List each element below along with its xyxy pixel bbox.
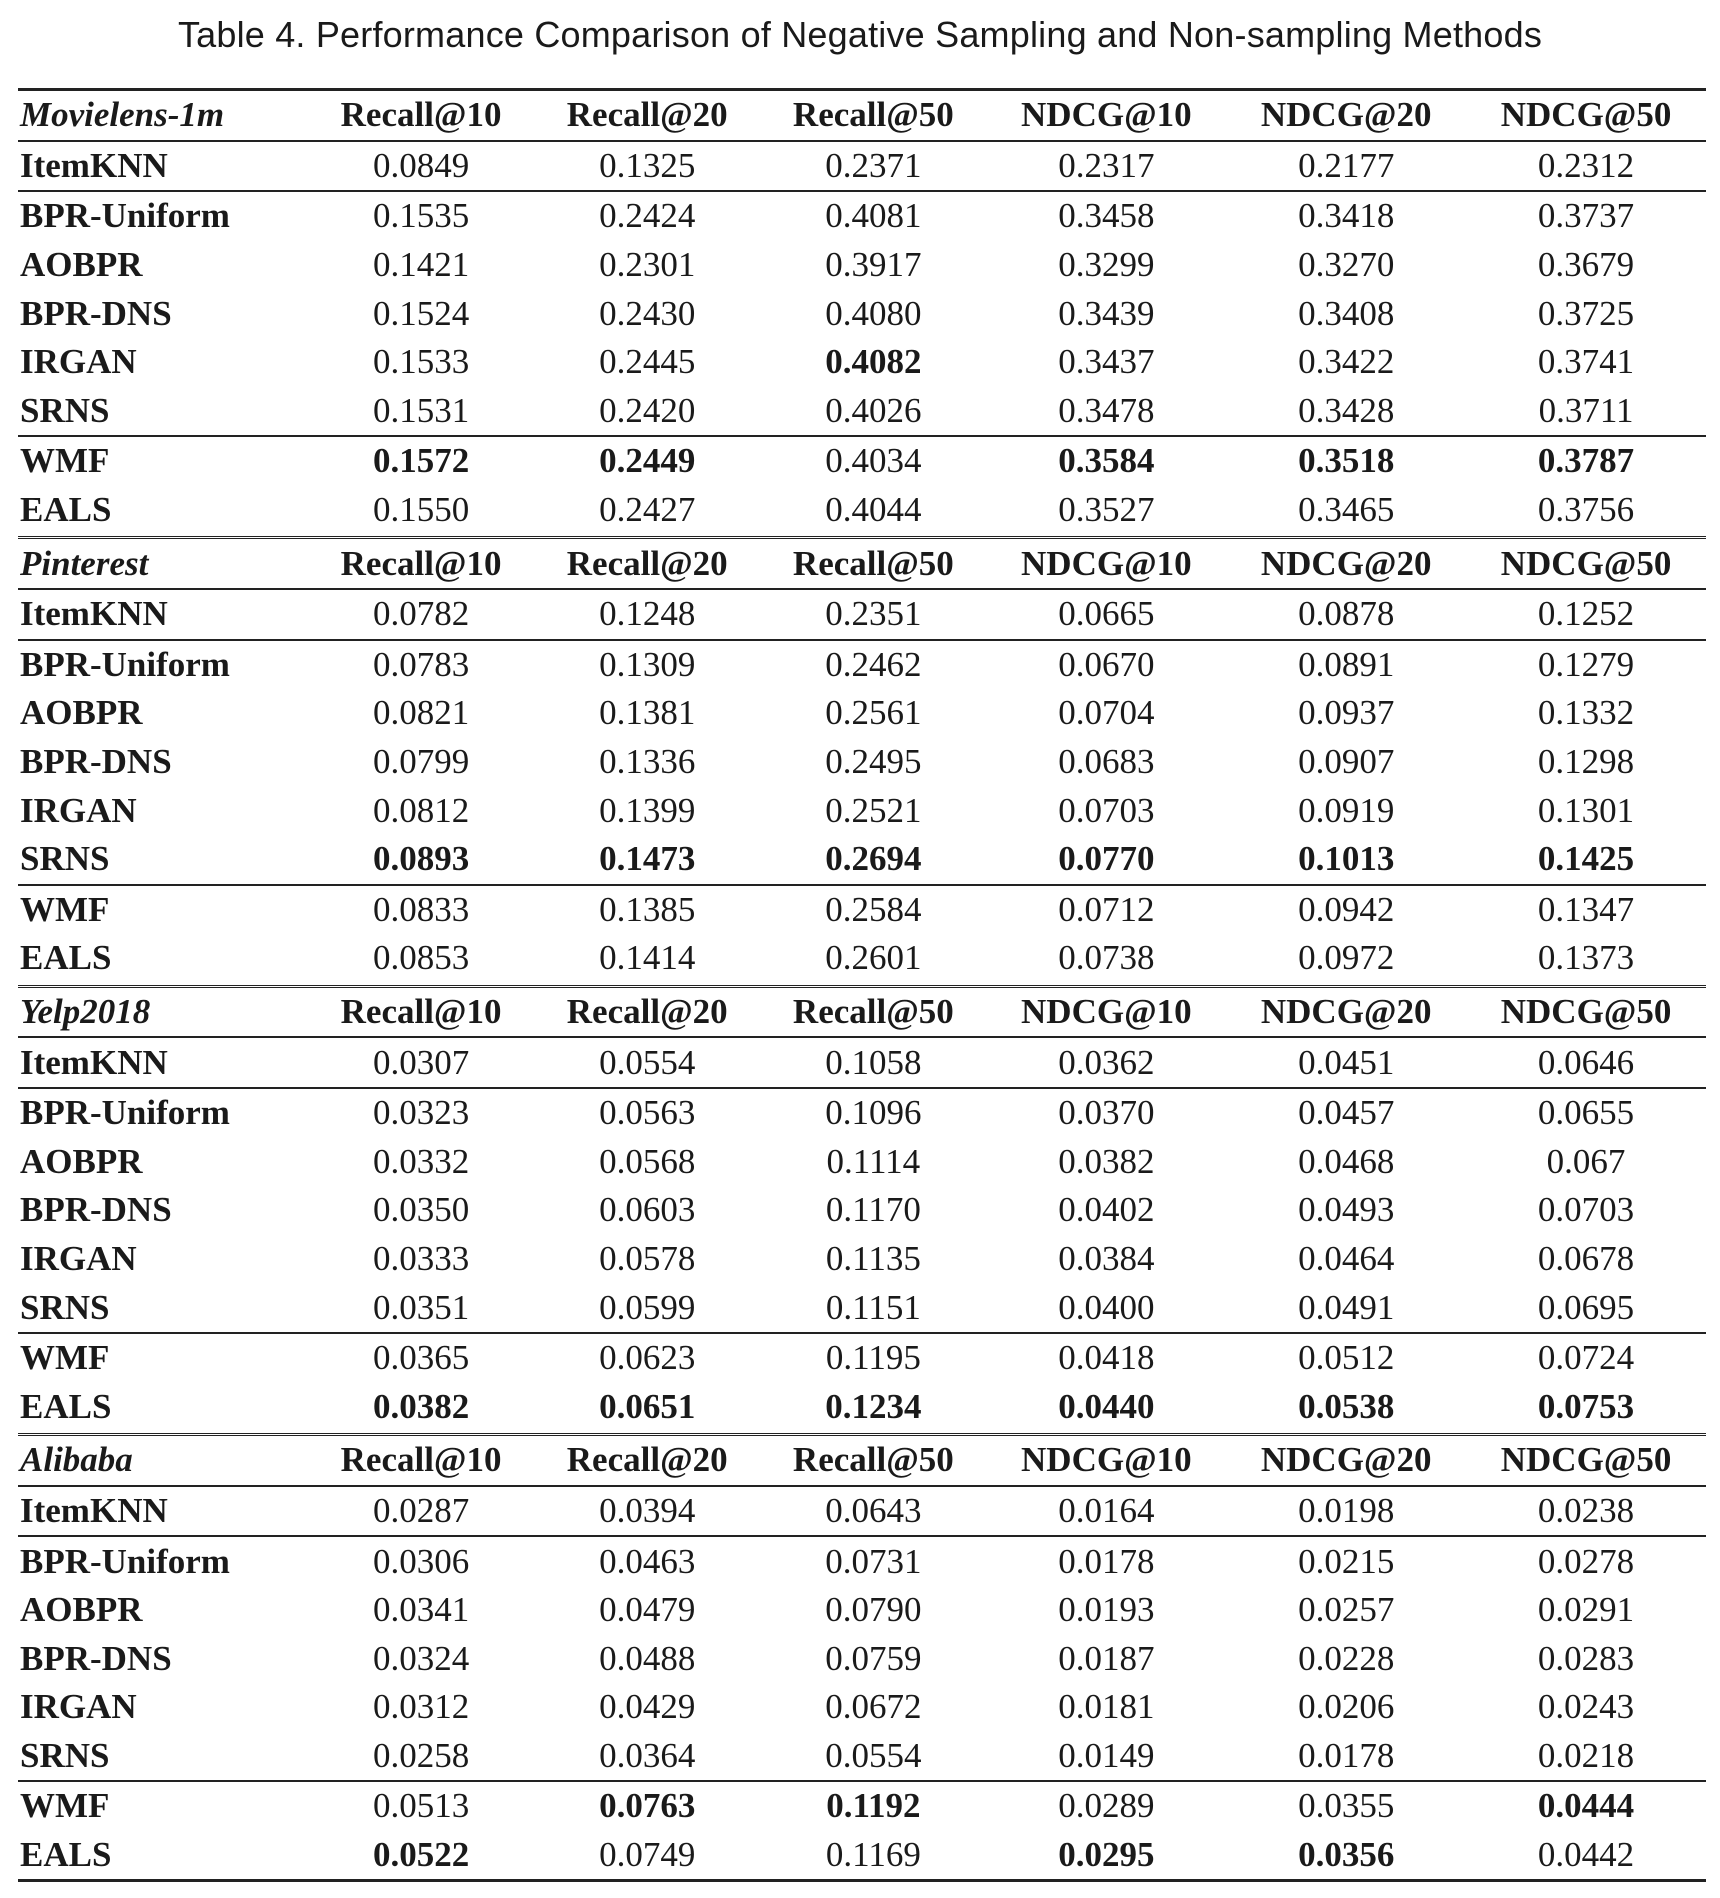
metric-value: 0.0382: [308, 1382, 534, 1434]
metric-value: 0.1524: [372, 293, 470, 333]
column-header: NDCG@50: [1466, 986, 1706, 1037]
metric-value: 0.0749: [534, 1831, 760, 1881]
metric-value: 0.1347: [1537, 889, 1635, 929]
metric-value: 0.0370: [1058, 1093, 1155, 1133]
metric-value: 0.1252: [1466, 589, 1706, 640]
metric-value: 0.1309: [599, 644, 696, 684]
metric-value: 0.0164: [986, 1486, 1226, 1537]
method-name: IRGAN: [20, 1687, 137, 1727]
table-row: [18, 1634, 1706, 1683]
metric-value: 0.0228: [1298, 1638, 1395, 1678]
method-name: ItemKNN: [18, 1486, 308, 1537]
method-name: EALS: [18, 1382, 308, 1434]
metric-value: 0.0479: [599, 1590, 696, 1630]
metric-value: 0.1195: [825, 1338, 921, 1378]
metric-value: 0.0599: [534, 1283, 760, 1333]
metric-value: 0.2584: [825, 889, 922, 929]
metric-value: 0.0198: [1226, 1486, 1466, 1537]
metric-value: 0.0429: [599, 1687, 696, 1727]
metric-value: 0.0683: [1058, 742, 1155, 782]
metric-value: 0.1550: [308, 486, 534, 538]
metric-value: 0.2351: [760, 589, 986, 640]
method-name: SRNS: [18, 1283, 308, 1333]
metric-value: 0.2694: [760, 835, 986, 885]
method-name: ItemKNN: [18, 589, 308, 640]
metric-value: 0.0678: [1537, 1238, 1635, 1278]
table-row: [18, 885, 1706, 935]
metric-value: 0.4082: [825, 342, 922, 382]
metric-value: 0.1279: [1537, 644, 1635, 684]
table-row: [18, 436, 1706, 486]
metric-value: 0.0538: [1226, 1382, 1466, 1434]
metric-value: 0.0878: [1226, 589, 1466, 640]
metric-value: 0.0790: [825, 1590, 922, 1630]
metric-value: 0.0712: [1058, 889, 1155, 929]
metric-value: 0.2601: [760, 934, 986, 986]
metric-value: 0.0731: [825, 1541, 922, 1581]
metric-value: 0.0833: [372, 889, 470, 929]
method-name: EALS: [18, 934, 308, 986]
metric-value: 0.1301: [1537, 790, 1635, 830]
metric-value: 0.1169: [760, 1831, 986, 1881]
metric-value: 0.4034: [825, 441, 922, 481]
metric-value: 0.0444: [1537, 1786, 1635, 1826]
metric-value: 0.3917: [825, 245, 922, 285]
metric-value: 0.0206: [1298, 1687, 1395, 1727]
method-name: WMF: [20, 889, 110, 929]
metric-value: 0.4026: [760, 387, 986, 437]
table-row: [18, 191, 1706, 241]
metric-value: 0.0442: [1466, 1831, 1706, 1881]
metric-value: 0.1013: [1226, 835, 1466, 885]
method-name: WMF: [20, 1338, 110, 1378]
metric-value: 0.1135: [825, 1238, 921, 1278]
metric-value: 0.0341: [372, 1590, 470, 1630]
metric-value: 0.0972: [1226, 934, 1466, 986]
metric-value: 0.0703: [1537, 1190, 1635, 1230]
metric-value: 0.0513: [372, 1786, 470, 1826]
metric-value: 0.0382: [1058, 1141, 1155, 1181]
dataset-name: Movielens-1m: [18, 90, 308, 141]
metric-value: 0.1572: [372, 441, 470, 481]
table-row: [18, 1283, 1706, 1333]
metric-value: 0.0283: [1537, 1638, 1635, 1678]
metric-value: 0.0563: [599, 1093, 696, 1133]
method-name: EALS: [18, 1831, 308, 1881]
results-table: [18, 88, 1706, 1882]
metric-value: 0.1425: [1466, 835, 1706, 885]
column-header: Recall@10: [308, 538, 534, 589]
column-header: Recall@50: [760, 986, 986, 1037]
table-row: [18, 689, 1706, 738]
column-header: Recall@20: [534, 986, 760, 1037]
metric-value: 0.0384: [1058, 1238, 1155, 1278]
metric-value: 0.3428: [1226, 387, 1466, 437]
metric-value: 0.0307: [308, 1037, 534, 1088]
metric-value: 0.0672: [825, 1687, 922, 1727]
table-row: [18, 1781, 1706, 1831]
metric-value: 0.0181: [1058, 1687, 1155, 1727]
table-row: [18, 1683, 1706, 1732]
metric-value: 0.0464: [1298, 1238, 1395, 1278]
column-header: Recall@50: [760, 538, 986, 589]
metric-value: 0.0665: [986, 589, 1226, 640]
metric-value: 0.2561: [825, 693, 922, 733]
metric-value: 0.3422: [1298, 342, 1395, 382]
metric-value: 0.0704: [1058, 693, 1155, 733]
method-name: IRGAN: [20, 790, 137, 830]
metric-value: 0.0623: [599, 1338, 696, 1378]
metric-value: 0.1332: [1537, 693, 1635, 733]
metric-value: 0.0849: [308, 141, 534, 192]
metric-value: 0.1535: [372, 196, 470, 236]
table-row: [18, 1382, 1706, 1434]
metric-value: 0.4080: [825, 293, 922, 333]
table-row: [18, 738, 1706, 787]
metric-value: 0.0306: [372, 1541, 470, 1581]
metric-value: 0.0799: [372, 742, 470, 782]
metric-value: 0.2462: [825, 644, 922, 684]
method-name: SRNS: [18, 387, 308, 437]
metric-value: 0.0457: [1298, 1093, 1395, 1133]
metric-value: 0.0770: [986, 835, 1226, 885]
column-header: NDCG@10: [986, 986, 1226, 1037]
metric-value: 0.2430: [599, 293, 696, 333]
table-row: [18, 241, 1706, 290]
column-header: NDCG@10: [986, 1435, 1226, 1486]
table-row: [18, 1186, 1706, 1235]
metric-value: 0.0937: [1298, 693, 1395, 733]
metric-value: 0.0821: [372, 693, 470, 733]
method-name: AOBPR: [20, 1590, 143, 1630]
column-header: NDCG@20: [1226, 90, 1466, 141]
metric-value: 0.0332: [372, 1141, 470, 1181]
metric-value: 0.067: [1546, 1141, 1626, 1181]
table-row: [18, 289, 1706, 338]
metric-value: 0.1414: [534, 934, 760, 986]
metric-value: 0.0324: [372, 1638, 470, 1678]
method-name: IRGAN: [20, 1238, 137, 1278]
metric-value: 0.0215: [1298, 1541, 1395, 1581]
metric-value: 0.0187: [1058, 1638, 1155, 1678]
column-header: Recall@50: [760, 90, 986, 141]
metric-value: 0.0893: [308, 835, 534, 885]
metric-value: 0.0646: [1466, 1037, 1706, 1088]
metric-value: 0.0238: [1466, 1486, 1706, 1537]
table-row: [18, 1486, 1706, 1537]
metric-value: 0.3741: [1537, 342, 1635, 382]
metric-value: 0.0418: [1058, 1338, 1155, 1378]
metric-value: 0.1192: [826, 1786, 921, 1826]
metric-value: 0.3787: [1537, 441, 1635, 481]
metric-value: 0.0243: [1537, 1687, 1635, 1727]
metric-value: 0.0655: [1537, 1093, 1635, 1133]
metric-value: 0.0738: [986, 934, 1226, 986]
metric-value: 0.0362: [986, 1037, 1226, 1088]
method-name: IRGAN: [20, 342, 137, 382]
metric-value: 0.3737: [1537, 196, 1635, 236]
metric-value: 0.0512: [1298, 1338, 1395, 1378]
metric-value: 0.0554: [760, 1732, 986, 1782]
metric-value: 0.0356: [1226, 1831, 1466, 1881]
table-row: [18, 141, 1706, 192]
metric-value: 0.3418: [1298, 196, 1395, 236]
metric-value: 0.0451: [1226, 1037, 1466, 1088]
method-name: EALS: [18, 486, 308, 538]
table-row: [18, 338, 1706, 387]
metric-value: 0.0287: [308, 1486, 534, 1537]
metric-value: 0.2449: [599, 441, 696, 481]
method-name: SRNS: [18, 1732, 308, 1782]
metric-value: 0.3711: [1466, 387, 1706, 437]
metric-value: 0.0468: [1298, 1141, 1395, 1181]
table-row: [18, 1088, 1706, 1138]
method-name: BPR-Uniform: [20, 1541, 230, 1581]
metric-value: 0.2317: [986, 141, 1226, 192]
column-header: NDCG@20: [1226, 1435, 1466, 1486]
section-header-row: [18, 538, 1706, 589]
metric-value: 0.1234: [760, 1382, 986, 1434]
table-row: [18, 1037, 1706, 1088]
metric-value: 0.0351: [308, 1283, 534, 1333]
column-header: NDCG@20: [1226, 986, 1466, 1037]
method-name: AOBPR: [20, 245, 143, 285]
method-name: WMF: [20, 441, 110, 481]
metric-value: 0.0759: [825, 1638, 922, 1678]
metric-value: 0.3465: [1226, 486, 1466, 538]
method-name: BPR-Uniform: [20, 1093, 230, 1133]
metric-value: 0.2495: [825, 742, 922, 782]
metric-value: 0.1114: [826, 1141, 921, 1181]
column-header: NDCG@50: [1466, 1435, 1706, 1486]
metric-value: 0.0891: [1298, 644, 1395, 684]
metric-value: 0.0365: [372, 1338, 470, 1378]
metric-value: 0.3527: [986, 486, 1226, 538]
metric-value: 0.2445: [599, 342, 696, 382]
metric-value: 0.0463: [599, 1541, 696, 1581]
metric-value: 0.3270: [1298, 245, 1395, 285]
metric-value: 0.0942: [1298, 889, 1395, 929]
metric-value: 0.0907: [1298, 742, 1395, 782]
metric-value: 0.1473: [534, 835, 760, 885]
metric-value: 0.1325: [534, 141, 760, 192]
metric-value: 0.0643: [760, 1486, 986, 1537]
metric-value: 0.3756: [1466, 486, 1706, 538]
metric-value: 0.3439: [1058, 293, 1155, 333]
metric-value: 0.2420: [534, 387, 760, 437]
table-row: [18, 1586, 1706, 1635]
metric-value: 0.0522: [308, 1831, 534, 1881]
method-name: BPR-DNS: [20, 742, 172, 782]
column-header: Recall@10: [308, 90, 534, 141]
metric-value: 0.0355: [1298, 1786, 1395, 1826]
metric-value: 0.0724: [1537, 1338, 1635, 1378]
metric-value: 0.0670: [1058, 644, 1155, 684]
table-row: [18, 1235, 1706, 1284]
method-name: BPR-DNS: [20, 1190, 172, 1230]
metric-value: 0.0782: [308, 589, 534, 640]
metric-value: 0.0763: [599, 1786, 696, 1826]
metric-value: 0.0257: [1298, 1590, 1395, 1630]
table-row: [18, 934, 1706, 986]
metric-value: 0.2427: [534, 486, 760, 538]
column-header: Recall@10: [308, 986, 534, 1037]
metric-value: 0.0568: [599, 1141, 696, 1181]
metric-value: 0.1373: [1466, 934, 1706, 986]
metric-value: 0.0753: [1466, 1382, 1706, 1434]
metric-value: 0.1170: [825, 1190, 921, 1230]
metric-value: 0.0919: [1298, 790, 1395, 830]
table-row: [18, 1732, 1706, 1782]
metric-value: 0.3437: [1058, 342, 1155, 382]
metric-value: 0.0491: [1226, 1283, 1466, 1333]
metric-value: 0.2424: [599, 196, 696, 236]
metric-value: 0.3584: [1058, 441, 1155, 481]
metric-value: 0.0554: [534, 1037, 760, 1088]
column-header: NDCG@10: [986, 90, 1226, 141]
metric-value: 0.0703: [1058, 790, 1155, 830]
metric-value: 0.0488: [599, 1638, 696, 1678]
table-caption: Table 4. Performance Comparison of Negative Sampling and Non-sampling Methods: [177, 14, 1543, 55]
section-header-row: [18, 1435, 1706, 1486]
metric-value: 0.1248: [534, 589, 760, 640]
metric-value: 0.1531: [308, 387, 534, 437]
column-header: NDCG@50: [1466, 538, 1706, 589]
column-header: NDCG@10: [986, 538, 1226, 589]
method-name: AOBPR: [20, 693, 143, 733]
metric-value: 0.0278: [1537, 1541, 1635, 1581]
table-row: [18, 1137, 1706, 1186]
dataset-name: Pinterest: [18, 538, 308, 589]
method-name: BPR-DNS: [20, 293, 172, 333]
metric-value: 0.0291: [1537, 1590, 1635, 1630]
metric-value: 0.0364: [534, 1732, 760, 1782]
table-row: [18, 1333, 1706, 1383]
metric-value: 0.2521: [825, 790, 922, 830]
metric-value: 0.3408: [1298, 293, 1395, 333]
table-row: [18, 835, 1706, 885]
table-row: [18, 1831, 1706, 1881]
table-row: [18, 589, 1706, 640]
metric-value: 0.0323: [372, 1093, 470, 1133]
column-header: Recall@50: [760, 1435, 986, 1486]
metric-value: 0.0853: [308, 934, 534, 986]
metric-value: 0.1058: [760, 1037, 986, 1088]
column-header: NDCG@50: [1466, 90, 1706, 141]
dataset-name: Alibaba: [18, 1435, 308, 1486]
column-header: Recall@10: [308, 1435, 534, 1486]
metric-value: 0.2312: [1466, 141, 1706, 192]
column-header: NDCG@20: [1226, 538, 1466, 589]
metric-value: 0.1399: [599, 790, 696, 830]
column-header: Recall@20: [534, 1435, 760, 1486]
metric-value: 0.0295: [986, 1831, 1226, 1881]
table-row: [18, 486, 1706, 538]
metric-value: 0.0783: [372, 644, 470, 684]
section-header-row: [18, 986, 1706, 1037]
metric-value: 0.4044: [760, 486, 986, 538]
metric-value: 0.0394: [534, 1486, 760, 1537]
metric-value: 0.1298: [1537, 742, 1635, 782]
metric-value: 0.0312: [372, 1687, 470, 1727]
metric-value: 0.3478: [986, 387, 1226, 437]
metric-value: 0.3725: [1537, 293, 1635, 333]
metric-value: 0.1421: [372, 245, 470, 285]
metric-value: 0.2177: [1226, 141, 1466, 192]
metric-value: 0.0812: [372, 790, 470, 830]
table-row: [18, 786, 1706, 835]
column-header: Recall@20: [534, 90, 760, 141]
metric-value: 0.1385: [599, 889, 696, 929]
metric-value: 0.0333: [372, 1238, 470, 1278]
metric-value: 0.2371: [760, 141, 986, 192]
metric-value: 0.1151: [760, 1283, 986, 1333]
metric-value: 0.0149: [986, 1732, 1226, 1782]
metric-value: 0.3518: [1298, 441, 1395, 481]
metric-value: 0.3299: [1058, 245, 1155, 285]
method-name: AOBPR: [20, 1141, 143, 1181]
metric-value: 0.0651: [534, 1382, 760, 1434]
metric-value: 0.1533: [372, 342, 470, 382]
metric-value: 0.0603: [599, 1190, 696, 1230]
table-row: [18, 640, 1706, 690]
method-name: ItemKNN: [18, 141, 308, 192]
metric-value: 0.0258: [308, 1732, 534, 1782]
metric-value: 0.4081: [825, 196, 922, 236]
metric-value: 0.0178: [1226, 1732, 1466, 1782]
table-row: [18, 1536, 1706, 1586]
table-row: [18, 387, 1706, 437]
method-name: BPR-DNS: [20, 1638, 172, 1678]
metric-value: 0.0578: [599, 1238, 696, 1278]
metric-value: 0.0493: [1298, 1190, 1395, 1230]
dataset-name: Yelp2018: [18, 986, 308, 1037]
method-name: SRNS: [18, 835, 308, 885]
metric-value: 0.3458: [1058, 196, 1155, 236]
metric-value: 0.2301: [599, 245, 696, 285]
section-header-row: [18, 90, 1706, 141]
method-name: BPR-Uniform: [20, 644, 230, 684]
metric-value: 0.0400: [986, 1283, 1226, 1333]
metric-value: 0.0218: [1466, 1732, 1706, 1782]
metric-value: 0.1096: [825, 1093, 922, 1133]
metric-value: 0.0402: [1058, 1190, 1155, 1230]
metric-value: 0.0695: [1466, 1283, 1706, 1333]
metric-value: 0.1336: [599, 742, 696, 782]
metric-value: 0.0350: [372, 1190, 470, 1230]
metric-value: 0.0178: [1058, 1541, 1155, 1581]
metric-value: 0.0193: [1058, 1590, 1155, 1630]
method-name: ItemKNN: [18, 1037, 308, 1088]
metric-value: 0.1381: [599, 693, 696, 733]
method-name: WMF: [20, 1786, 110, 1826]
metric-value: 0.0440: [986, 1382, 1226, 1434]
metric-value: 0.3679: [1537, 245, 1635, 285]
metric-value: 0.0289: [1058, 1786, 1155, 1826]
column-header: Recall@20: [534, 538, 760, 589]
method-name: BPR-Uniform: [20, 196, 230, 236]
